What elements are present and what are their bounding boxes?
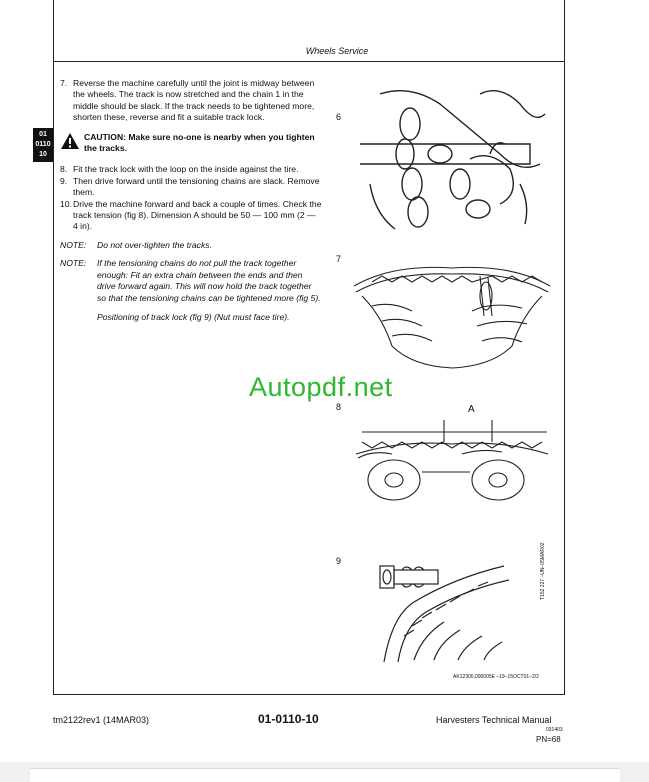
frame-right-rule [564,0,565,694]
instruction-text [60,78,322,323]
footer-rule [53,694,565,695]
section-tab-line2: 0110 [35,141,51,148]
note-text: If the tensioning chains do not pull the track together enough: Fit an extra chain between the ends and then drive forward again. This will now hold the track together so that the tensioning chains can be tightened more (fig 5). [97,258,321,303]
step-9 [60,176,322,199]
step-number: 7. [60,78,68,88]
note-1 [60,240,322,251]
footer-date-code: 031403 [546,727,563,733]
figure-reference-vertical: T152 227 –UN–05MAR02 [540,542,546,600]
step-10 [60,199,322,233]
caution-text: CAUTION: Make sure no-one is nearby when you tighten the tracks. [84,131,315,154]
dimension-a-label: A [468,404,475,415]
frame-left-rule [53,0,54,694]
step-number: 8. [60,164,68,175]
step-8 [60,164,322,175]
footer-page-number: 01-0110-10 [258,712,319,726]
step-text: Drive the machine forward and back a couple of times. Check the track tension (fig 8). Dimension A should be 50 — 100 mm (2 — 4 in). [73,198,322,232]
document-reference-code: AK12300,000005E –19–15OCT01–2/2 [453,674,539,680]
figure-9-track-lock [374,556,524,666]
figure-8-track-tension [352,416,552,501]
step-7 [60,78,322,124]
note-2 [60,258,322,304]
footer-manual-revision: tm2122rev1 (14MAR03) [53,715,150,725]
section-tab-line3: 10 [39,151,47,158]
figure-7-track-wheels [352,256,552,371]
step-text: Fit the track lock with the loop on the inside against the tire. [73,164,299,175]
caution-block [60,132,322,155]
figure-8-label: 8 [336,402,342,412]
note-text: Do not over-tighten the tracks. [97,239,212,250]
warning-triangle-icon [60,132,84,155]
step-number: 10. [60,198,72,209]
note-positioning: Positioning of track lock (fig 9) (Nut must face tire). [97,311,290,322]
step-text: Then drive forward until the tensioning chains are slack. Remove them. [73,175,320,198]
figure-7-label: 7 [336,254,342,264]
section-tab-line1: 01 [39,131,47,138]
section-tab [33,128,53,162]
next-page-edge [30,768,620,782]
header-title: Wheels Service [305,46,369,56]
footer-pn: PN=68 [536,735,561,744]
figure-6-track-chain [350,84,550,234]
note-label: NOTE: [60,258,87,269]
footer-manual-title: Harvesters Technical Manual [436,715,552,725]
step-number: 9. [60,175,68,186]
watermark-text: Autopdf.net [249,372,393,402]
step-text: Reverse the machine carefully until the joint is midway between the wheels. The track is now stretched and the chain 1 in the middle should be slack. If the track needs to be tightened more, shorten these, reverse and fit a suitable track lock. [73,78,315,123]
header-rule [53,61,565,62]
figure-6-label: 6 [336,112,342,122]
note-label: NOTE: [60,239,87,250]
figure-9-label: 9 [336,556,342,566]
